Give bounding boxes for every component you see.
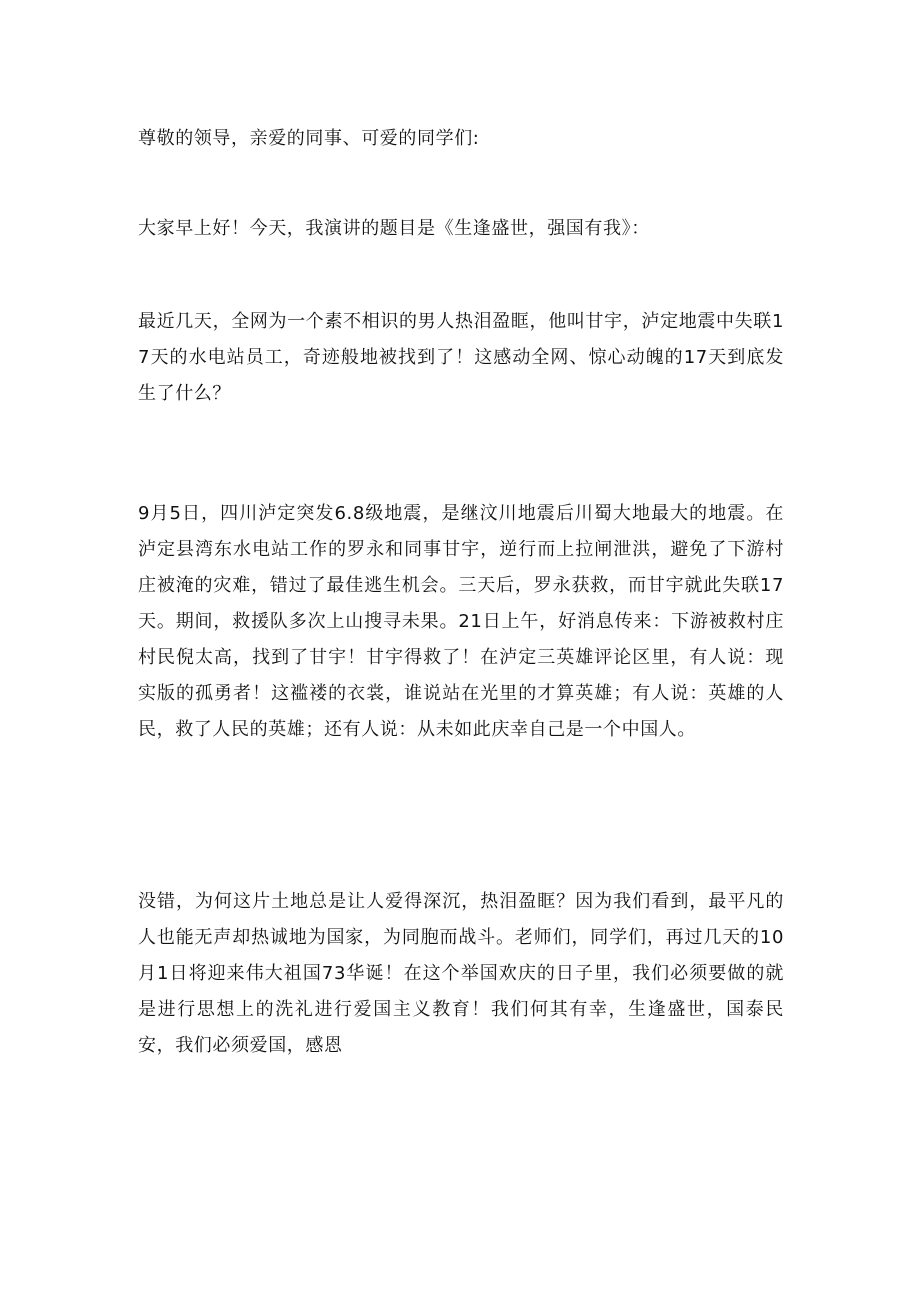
salutation-paragraph: 尊敬的领导，亲爱的同事、可爱的同学们: xyxy=(138,128,480,149)
greeting-paragraph: 大家早上好！今天，我演讲的题目是《生逢盛世，强国有我》： xyxy=(138,218,650,239)
story-paragraph: 9月5日，四川泸定突发6.8级地震，是继汶川地震后川蜀大地最大的地震。在泸定县湾东水电站工作的罗永和同事甘宇，逆行而上拉闸泄洪，避免了下游村庄被淹的灾难，错过了最佳逃生机会。三天后，罗永获救，而甘宇就此失联17天。期间，救援队多次上山搜寻未果。21日上午，好消息传来：下游被救村庄村民倪太高，找到了甘宇！甘宇得救了！在泸定三英雄评论区里，有人说：现实版的孤勇者！这褴褛的衣裳，谁说站在光里的才算英雄；有人说：英雄的人民，救了人民的英雄；还有人说：从未如此庆幸自己是一个中国人。 xyxy=(138,503,784,740)
intro-paragraph: 最近几天，全网为一个素不相识的男人热泪盈眶，他叫甘宇，泸定地震中失联17天的水电站员工，奇迹般地被找到了！这感动全网、惊心动魄的17天到底发生了什么？ xyxy=(138,311,784,404)
closing-paragraph: 没错，为何这片土地总是让人爱得深沉，热泪盈眶？因为我们看到，最平凡的人也能无声却热诚地为国家，为同胞而战斗。老师们，同学们，再过几天的10月1日将迎来伟大祖国73华诞！在这个举国欢庆的日子里，我们必须要做的就是进行思想上的洗礼进行爱国主义教育！我们何其有幸，生逢盛世，国泰民安，我们必须爱国，感恩 xyxy=(138,891,784,1056)
